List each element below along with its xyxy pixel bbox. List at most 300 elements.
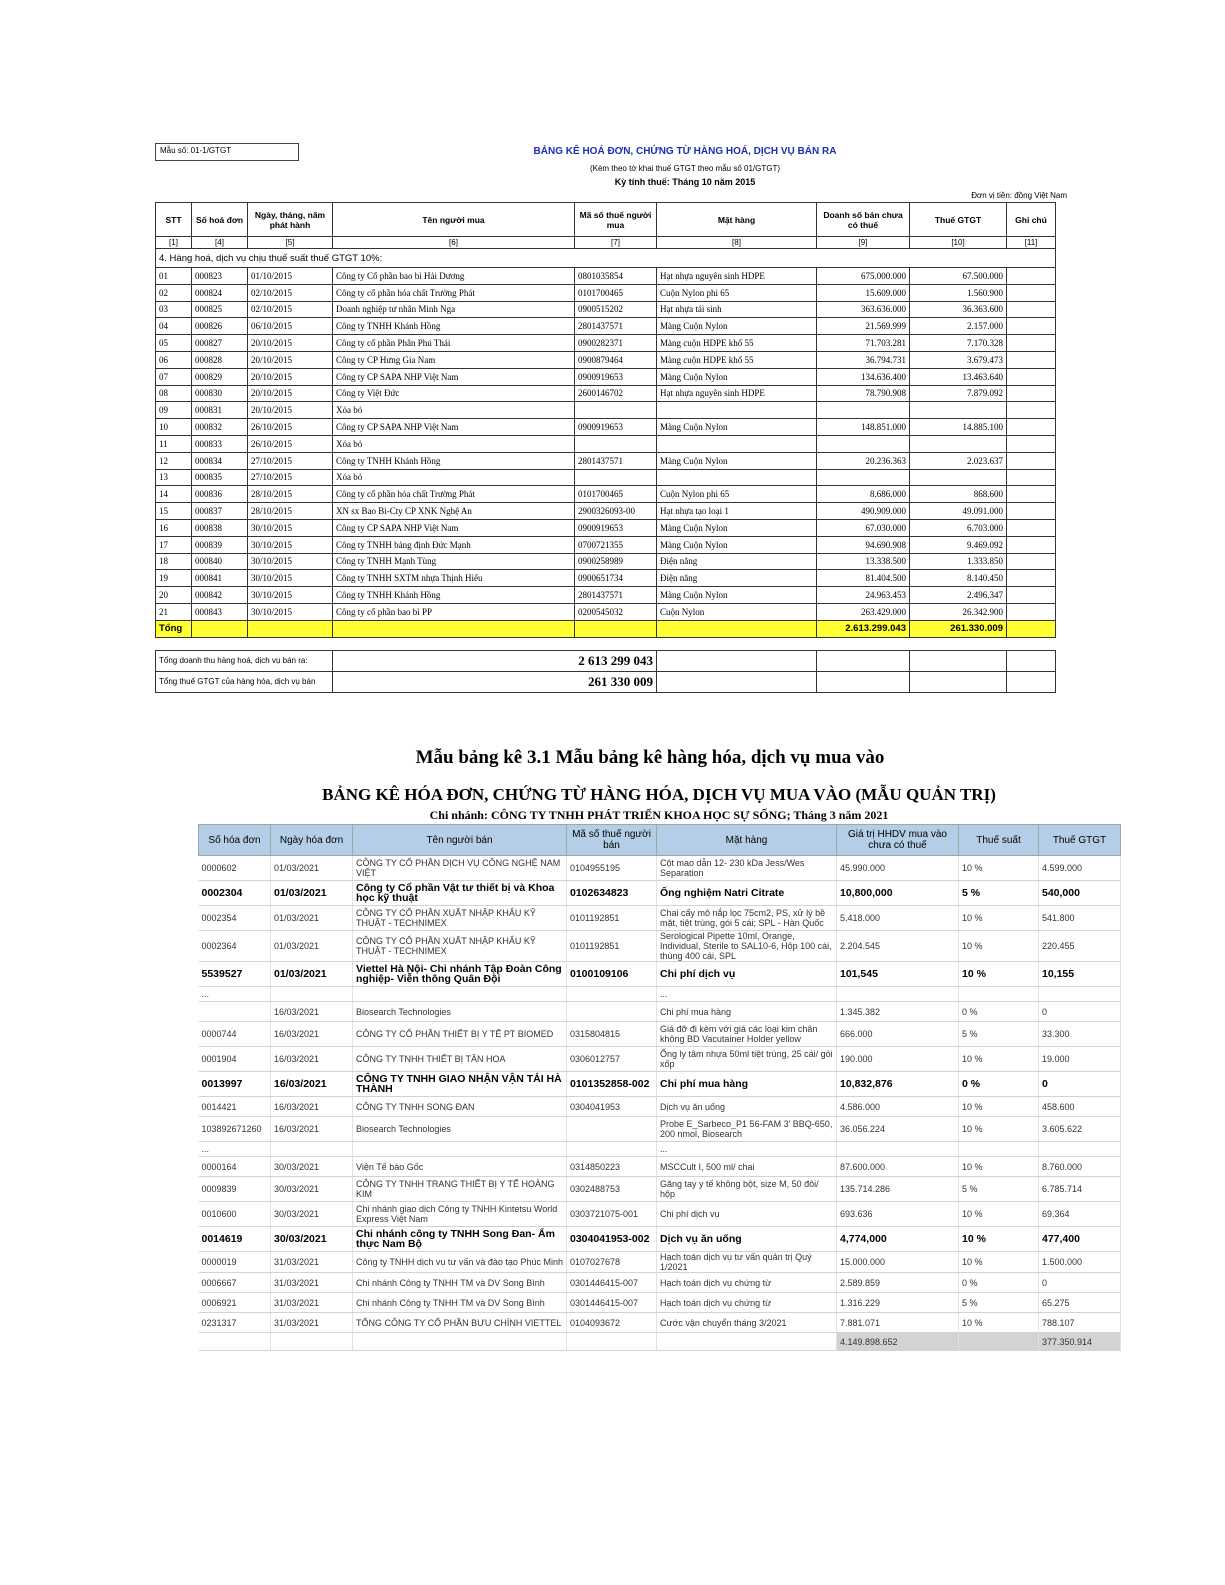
table-cell: CÔNG TY CỔ PHẦN DỊCH VỤ CÔNG NGHỆ NAM VIỆT xyxy=(353,856,567,881)
table-cell: Công ty cổ phần hóa chất Trường Phát xyxy=(333,284,575,301)
table-cell xyxy=(575,469,657,486)
blank-row xyxy=(156,637,1056,650)
table-cell: 3.679.473 xyxy=(910,351,1007,368)
table-cell xyxy=(271,1142,353,1157)
table-cell: Công ty CP Hưng Gia Nam xyxy=(333,351,575,368)
table-cell: 0900515202 xyxy=(575,301,657,318)
table-cell: ... xyxy=(657,1142,837,1157)
table-cell: 13.463.640 xyxy=(910,368,1007,385)
table-cell: 2.023.637 xyxy=(910,452,1007,469)
table-cell: 30/10/2015 xyxy=(248,603,333,620)
column-number: [8] xyxy=(657,237,817,249)
table-cell: 000838 xyxy=(192,519,248,536)
table-cell: 0 % xyxy=(959,1072,1039,1097)
table-cell: 0900282371 xyxy=(575,335,657,352)
table-cell: Công ty CP SAPA NHP Việt Nam xyxy=(333,419,575,436)
table-cell: 19 xyxy=(156,570,192,587)
table-cell: 27/10/2015 xyxy=(248,469,333,486)
table-cell: Viện Tế bào Gốc xyxy=(353,1157,567,1177)
table-cell: 18 xyxy=(156,553,192,570)
total-row xyxy=(199,1333,1121,1351)
table-cell: 31/03/2021 xyxy=(271,1252,353,1273)
table-cell: Serological Pipette 10ml, Orange, Individual, Sterile to SAL10-6, Hộp 100 cái, thùng 400 cái, SPL xyxy=(657,931,837,962)
table-cell: 7.881.071 xyxy=(837,1313,959,1333)
column-header: Tên người mua xyxy=(333,203,575,237)
total-empty xyxy=(333,620,575,637)
column-header: Mặt hàng xyxy=(657,825,837,856)
table-cell: Công ty cổ phần Phân Phú Thái xyxy=(333,335,575,352)
column-header: Thuế GTGT xyxy=(910,203,1007,237)
table-cell: 1.333.850 xyxy=(910,553,1007,570)
table-cell: Hạch toán dịch vụ tư vấn quản trị Quý 1/2021 xyxy=(657,1252,837,1273)
table-cell: Ống nghiệm Natri Citrate xyxy=(657,881,837,906)
table-row xyxy=(156,452,1056,469)
summary-empty xyxy=(910,650,1007,671)
table-cell: 0 xyxy=(1039,1072,1121,1097)
table-row xyxy=(199,1047,1121,1072)
table-row xyxy=(156,318,1056,335)
table-row xyxy=(156,402,1056,419)
table-row xyxy=(156,603,1056,620)
column-header: Số hoá đơn xyxy=(192,203,248,237)
table-cell: 02 xyxy=(156,284,192,301)
table-cell: 0101192851 xyxy=(567,906,657,931)
table-cell xyxy=(817,402,910,419)
table-cell: 16 xyxy=(156,519,192,536)
table-cell xyxy=(567,1002,657,1022)
table-row xyxy=(156,486,1056,503)
table-cell: Công ty cổ phần bao bì PP xyxy=(333,603,575,620)
table-cell: 000836 xyxy=(192,486,248,503)
table-cell: CÔNG TY TNHH SONG ĐAN xyxy=(353,1097,567,1117)
table-row xyxy=(199,1142,1121,1157)
table-cell: 27/10/2015 xyxy=(248,452,333,469)
table-cell: 000837 xyxy=(192,503,248,520)
table-cell: 4.599.000 xyxy=(1039,856,1121,881)
column-number: [9] xyxy=(817,237,910,249)
table-cell: 2600146702 xyxy=(575,385,657,402)
table-cell: 2.204.545 xyxy=(837,931,959,962)
total-revenue: 2.613.299.043 xyxy=(817,620,910,637)
table-cell: Công ty Cổ phần Vật tư thiết bị và Khoa học kỹ thuật xyxy=(353,881,567,906)
column-header: Thuế GTGT xyxy=(1039,825,1121,856)
table-cell: 08 xyxy=(156,385,192,402)
table-cell: 0 % xyxy=(959,1002,1039,1022)
table-row xyxy=(199,1072,1121,1097)
column-header: Doanh số bán chưa có thuế xyxy=(817,203,910,237)
table-cell: 0315804815 xyxy=(567,1022,657,1047)
summary-empty xyxy=(1007,671,1056,692)
table-cell: 09 xyxy=(156,402,192,419)
table-cell: Hạch toán dịch vụ chứng từ xyxy=(657,1293,837,1313)
table-cell: 0000164 xyxy=(199,1157,271,1177)
table-cell: Điện năng xyxy=(657,570,817,587)
table-cell: 2.589.859 xyxy=(837,1273,959,1293)
table-cell: 0006667 xyxy=(199,1273,271,1293)
summary-vat-value: 261 330 009 xyxy=(333,671,657,692)
table-row xyxy=(199,962,1121,987)
table-cell: 000829 xyxy=(192,368,248,385)
total-empty xyxy=(959,1333,1039,1351)
table-cell: Doanh nghiệp tư nhân Minh Nga xyxy=(333,301,575,318)
table-cell: 220.455 xyxy=(1039,931,1121,962)
table-cell: 20/10/2015 xyxy=(248,335,333,352)
table-row xyxy=(199,1313,1121,1333)
table-cell: 0002354 xyxy=(199,906,271,931)
table-cell: 675.000.000 xyxy=(817,268,910,285)
table-cell: Cuộn Nylon phi 65 xyxy=(657,486,817,503)
table-cell: Màng Cuộn Nylon xyxy=(657,519,817,536)
table-cell: 36.056.224 xyxy=(837,1117,959,1142)
table-cell: Xóa bỏ xyxy=(333,469,575,486)
table-cell: Công ty CP SAPA NHP Việt Nam xyxy=(333,519,575,536)
table-cell xyxy=(959,1142,1039,1157)
table-cell: 135.714.286 xyxy=(837,1177,959,1202)
summary-empty xyxy=(910,671,1007,692)
table-cell: Biosearch Technologies xyxy=(353,1002,567,1022)
table-cell: 94.690.908 xyxy=(817,536,910,553)
column-number-row xyxy=(156,237,1056,249)
table-cell: 30/10/2015 xyxy=(248,587,333,604)
table-cell: 0900651734 xyxy=(575,570,657,587)
table-cell: 103892671260 xyxy=(199,1117,271,1142)
column-number: [4] xyxy=(192,237,248,249)
table-cell: 31/03/2021 xyxy=(271,1293,353,1313)
table-cell: 0301446415-007 xyxy=(567,1293,657,1313)
table-cell: Chi nhánh Công ty TNHH TM và DV Song Bình xyxy=(353,1273,567,1293)
table-cell: 01/03/2021 xyxy=(271,962,353,987)
table-cell: CÔNG TY TNHH TRANG THIẾT BỊ Y TẾ HOÀNG KIM xyxy=(353,1177,567,1202)
table-cell: 30/10/2015 xyxy=(248,553,333,570)
table-cell: ... xyxy=(657,987,837,1002)
table-cell: 10 % xyxy=(959,1157,1039,1177)
table-row xyxy=(199,1002,1121,1022)
summary-empty xyxy=(657,671,817,692)
table-cell: 000828 xyxy=(192,351,248,368)
table-cell: 5 % xyxy=(959,881,1039,906)
table-cell: 363.636.000 xyxy=(817,301,910,318)
table-cell: 65.275 xyxy=(1039,1293,1121,1313)
table-cell: 87.600.000 xyxy=(837,1157,959,1177)
table-cell: Probe E_Sarbeco_P1 56-FAM 3' BBQ-650, 200 nmol, Biosearch xyxy=(657,1117,837,1142)
table-cell: 20/10/2015 xyxy=(248,385,333,402)
table-cell: 0101352858-002 xyxy=(567,1072,657,1097)
table-cell: 4.586.000 xyxy=(837,1097,959,1117)
table-cell: 6.785.714 xyxy=(1039,1177,1121,1202)
table-cell: 81.404.500 xyxy=(817,570,910,587)
table-cell: Ống ly tâm nhựa 50ml tiệt trùng, 25 cái/ gói xốp xyxy=(657,1047,837,1072)
table-cell: Cuộn Nylon phi 65 xyxy=(657,284,817,301)
table-cell: 000834 xyxy=(192,452,248,469)
table-cell: 000831 xyxy=(192,402,248,419)
sales-table-header xyxy=(156,203,1056,237)
table-cell: 26/10/2015 xyxy=(248,419,333,436)
table-cell: 03 xyxy=(156,301,192,318)
table-cell: 0100109106 xyxy=(567,962,657,987)
table-cell: 19.000 xyxy=(1039,1047,1121,1072)
table-row xyxy=(156,536,1056,553)
table-cell: 12 xyxy=(156,452,192,469)
table-cell xyxy=(1007,536,1056,553)
table-cell xyxy=(567,1117,657,1142)
table-cell: Giá đỡ đi kèm với giá các loại kim chân không BD Vacutainer Holder yellow xyxy=(657,1022,837,1047)
table-row xyxy=(156,587,1056,604)
table-cell xyxy=(817,469,910,486)
table-cell xyxy=(1007,385,1056,402)
table-cell: Cước vận chuyển tháng 3/2021 xyxy=(657,1313,837,1333)
table-cell: Màng Cuộn Nylon xyxy=(657,536,817,553)
table-cell: 0900879464 xyxy=(575,351,657,368)
table-cell: 13 xyxy=(156,469,192,486)
table-cell: 000841 xyxy=(192,570,248,587)
table-cell: 13.338.500 xyxy=(817,553,910,570)
table-cell: 04 xyxy=(156,318,192,335)
table-cell: 2801437571 xyxy=(575,318,657,335)
total-value: 4.149.898.652 xyxy=(837,1333,959,1351)
table-cell: MSCCult I, 500 ml/ chai xyxy=(657,1157,837,1177)
table-cell: CÔNG TY TNHH GIAO NHẬN VẬN TẢI HÀ THÀNH xyxy=(353,1072,567,1097)
table-cell: 0001904 xyxy=(199,1047,271,1072)
table-cell xyxy=(1007,570,1056,587)
table-cell: Biosearch Technologies xyxy=(353,1117,567,1142)
total-label: Tổng xyxy=(156,620,192,637)
table-cell: Công ty CP SAPA NHP Việt Nam xyxy=(333,368,575,385)
table-cell xyxy=(837,987,959,1002)
summary-vat-row xyxy=(156,671,1056,692)
table-cell: CÔNG TY TNHH THIẾT BỊ TÂN HOA xyxy=(353,1047,567,1072)
table-cell: 3.605.622 xyxy=(1039,1117,1121,1142)
table-cell: 0104093672 xyxy=(567,1313,657,1333)
table-cell: Xóa bỏ xyxy=(333,402,575,419)
table-cell: 16/03/2021 xyxy=(271,1072,353,1097)
table-cell: 5 % xyxy=(959,1177,1039,1202)
table-cell: Công ty Việt Đức xyxy=(333,385,575,402)
table-cell: 0900919653 xyxy=(575,368,657,385)
table-cell: 541.800 xyxy=(1039,906,1121,931)
table-cell: 30/03/2021 xyxy=(271,1202,353,1227)
table-cell: Chi phí mua hàng xyxy=(657,1002,837,1022)
table-cell: Cuộn Nylon xyxy=(657,603,817,620)
table-cell: 71.703.281 xyxy=(817,335,910,352)
table-cell: 000842 xyxy=(192,587,248,604)
table-cell: 666.000 xyxy=(837,1022,959,1047)
table-cell xyxy=(1039,987,1121,1002)
table-cell: 000843 xyxy=(192,603,248,620)
summary-vat-label: Tổng thuế GTGT của hàng hóa, dịch vụ bán xyxy=(156,671,333,692)
table-cell: 10,155 xyxy=(1039,962,1121,987)
total-empty xyxy=(567,1333,657,1351)
total-empty xyxy=(575,620,657,637)
table-cell: 000835 xyxy=(192,469,248,486)
table-cell: 10 % xyxy=(959,931,1039,962)
table-cell: Chi phí dịch vụ xyxy=(657,962,837,987)
table-cell: Dịch vụ ăn uống xyxy=(657,1227,837,1252)
table-cell: 0900919653 xyxy=(575,419,657,436)
table-cell: 0009839 xyxy=(199,1177,271,1202)
table-cell xyxy=(657,402,817,419)
table-cell: 30/03/2021 xyxy=(271,1157,353,1177)
table-cell: 2900326093-00 xyxy=(575,503,657,520)
table-cell: 21 xyxy=(156,603,192,620)
table-cell xyxy=(567,987,657,1002)
table-cell: 0304041953-002 xyxy=(567,1227,657,1252)
table-cell: 0 xyxy=(1039,1002,1121,1022)
table-cell xyxy=(910,402,1007,419)
table-cell: 20.236.363 xyxy=(817,452,910,469)
column-number: [1] xyxy=(156,237,192,249)
table-cell: 28/10/2015 xyxy=(248,486,333,503)
table-cell: 49.091.000 xyxy=(910,503,1007,520)
table-cell: 0006921 xyxy=(199,1293,271,1313)
table-cell: 0314850223 xyxy=(567,1157,657,1177)
column-header: Tên người bán xyxy=(353,825,567,856)
table-cell: 30/03/2021 xyxy=(271,1177,353,1202)
table-cell: 0302488753 xyxy=(567,1177,657,1202)
table-cell: 0000744 xyxy=(199,1022,271,1047)
column-number: [11] xyxy=(1007,237,1056,249)
table-cell: 0 xyxy=(1039,1273,1121,1293)
table-cell: 17 xyxy=(156,536,192,553)
table-cell: 05 xyxy=(156,335,192,352)
table-cell xyxy=(910,435,1007,452)
table-cell xyxy=(1007,469,1056,486)
table-cell: 10 % xyxy=(959,1047,1039,1072)
table-cell: Màng cuộn HDPE khổ 55 xyxy=(657,335,817,352)
table-cell: Công ty TNHH SXTM nhựa Thịnh Hiếu xyxy=(333,570,575,587)
table-cell: 000824 xyxy=(192,284,248,301)
table-cell: 7.879.092 xyxy=(910,385,1007,402)
table-cell: 6.703.000 xyxy=(910,519,1007,536)
table-cell: CÔNG TY CỔ PHẦN XUẤT NHẬP KHẨU KỸ THUẬT - TECHNIMEX xyxy=(353,906,567,931)
sheet1-title: BẢNG KÊ HOÁ ĐƠN, CHỨNG TỪ HÀNG HOÁ, DỊCH VỤ BÁN RA xyxy=(533,146,837,157)
table-cell: 0101700465 xyxy=(575,284,657,301)
table-row xyxy=(156,553,1056,570)
table-cell: 8.760.000 xyxy=(1039,1157,1121,1177)
column-header: Mã số thuế người mua xyxy=(575,203,657,237)
table-cell: 0304041953 xyxy=(567,1097,657,1117)
table-cell: 14 xyxy=(156,486,192,503)
table-cell: 0010600 xyxy=(199,1202,271,1227)
table-cell: Chai cấy mô nắp lọc 75cm2, PS, xử lý bề mặt, tiệt trùng, gói 5 cái; SPL - Hàn Quốc xyxy=(657,906,837,931)
summary-empty xyxy=(817,650,910,671)
table-row xyxy=(199,906,1121,931)
table-cell: Công ty TNHH Khánh Hồng xyxy=(333,587,575,604)
table-cell: Điện năng xyxy=(657,553,817,570)
total-empty xyxy=(657,620,817,637)
table-cell xyxy=(1007,603,1056,620)
form-code: Mẫu số: 01-1/GTGT xyxy=(155,143,299,161)
total-empty xyxy=(1007,620,1056,637)
table-cell: 15.609.000 xyxy=(817,284,910,301)
table-cell: Công ty TNHH dịch vụ tư vấn và đào tạo Phúc Minh xyxy=(353,1252,567,1273)
table-cell: 01/03/2021 xyxy=(271,856,353,881)
column-header: Ngày hóa đơn xyxy=(271,825,353,856)
table-cell: 67.500.000 xyxy=(910,268,1007,285)
table-cell xyxy=(1007,452,1056,469)
table-cell: Màng Cuộn Nylon xyxy=(657,318,817,335)
table-cell: Màng Cuộn Nylon xyxy=(657,452,817,469)
table-cell: CÔNG TY CỔ PHẦN THIẾT BỊ Y TẾ PT BIOMED xyxy=(353,1022,567,1047)
table-row xyxy=(199,1252,1121,1273)
table-cell: 10 % xyxy=(959,962,1039,987)
table-cell: 1.560.900 xyxy=(910,284,1007,301)
table-cell: Hạt nhựa tạo loại 1 xyxy=(657,503,817,520)
table-cell: 2801437571 xyxy=(575,587,657,604)
table-cell: 0014619 xyxy=(199,1227,271,1252)
table-cell: 20 xyxy=(156,587,192,604)
table-cell xyxy=(1007,284,1056,301)
table-row xyxy=(199,856,1121,881)
table-cell: 148.851.000 xyxy=(817,419,910,436)
column-number: [5] xyxy=(248,237,333,249)
table-cell: 28/10/2015 xyxy=(248,503,333,520)
table-cell: 07 xyxy=(156,368,192,385)
table-cell: 5.418.000 xyxy=(837,906,959,931)
table-cell: 5539527 xyxy=(199,962,271,987)
table-cell: Màng Cuộn Nylon xyxy=(657,419,817,436)
table-cell xyxy=(353,987,567,1002)
table-row xyxy=(199,1293,1121,1313)
table-cell: 0104955195 xyxy=(567,856,657,881)
table-cell: 01/03/2021 xyxy=(271,906,353,931)
table-cell: 263.429.000 xyxy=(817,603,910,620)
column-header: Ghi chú xyxy=(1007,203,1056,237)
table-cell: XN sx Bao Bì-Cty CP XNK Nghệ An xyxy=(333,503,575,520)
table-cell: 7.170.328 xyxy=(910,335,1007,352)
table-cell: Màng cuộn HDPE khổ 55 xyxy=(657,351,817,368)
table-cell: 30/10/2015 xyxy=(248,519,333,536)
table-row xyxy=(199,1202,1121,1227)
table-cell: 06/10/2015 xyxy=(248,318,333,335)
table-cell: 0107027678 xyxy=(567,1252,657,1273)
total-empty xyxy=(657,1333,837,1351)
table-cell: Chi nhánh giao dịch Công ty TNHH Kintetsu World Express Việt Nam xyxy=(353,1202,567,1227)
table-cell: 31/03/2021 xyxy=(271,1273,353,1293)
table-cell: 0801035854 xyxy=(575,268,657,285)
table-cell: Hạt nhựa nguyên sinh HDPE xyxy=(657,268,817,285)
table-cell: CÔNG TY CỔ PHẦN XUẤT NHẬP KHẨU KỸ THUẬT - TECHNIMEX xyxy=(353,931,567,962)
table-cell xyxy=(1007,402,1056,419)
table-cell: 36.363.600 xyxy=(910,301,1007,318)
table-cell: 10 % xyxy=(959,1097,1039,1117)
table-cell: 540,000 xyxy=(1039,881,1121,906)
table-cell: 26/10/2015 xyxy=(248,435,333,452)
table-cell: 01/10/2015 xyxy=(248,268,333,285)
table-cell: 14.885.100 xyxy=(910,419,1007,436)
table-row xyxy=(156,351,1056,368)
table-cell: 0306012757 xyxy=(567,1047,657,1072)
table-cell: 0301446415-007 xyxy=(567,1273,657,1293)
table-row xyxy=(156,301,1056,318)
table-cell xyxy=(575,402,657,419)
table-cell xyxy=(657,469,817,486)
table-cell: 5 % xyxy=(959,1293,1039,1313)
table-row xyxy=(199,1022,1121,1047)
table-cell: 16/03/2021 xyxy=(271,1022,353,1047)
table-row xyxy=(199,1117,1121,1142)
purchase-table xyxy=(198,824,1121,1351)
table-cell: 10 % xyxy=(959,1117,1039,1142)
column-number: [10] xyxy=(910,237,1007,249)
table-row xyxy=(156,519,1056,536)
summary-empty xyxy=(657,650,817,671)
summary-revenue-row xyxy=(156,650,1056,671)
table-cell: 8.686.000 xyxy=(817,486,910,503)
table-cell: 10 % xyxy=(959,1202,1039,1227)
table-cell: 2801437571 xyxy=(575,452,657,469)
table-cell: 477,400 xyxy=(1039,1227,1121,1252)
column-header: Giá trị HHDV mua vào chưa có thuế xyxy=(837,825,959,856)
